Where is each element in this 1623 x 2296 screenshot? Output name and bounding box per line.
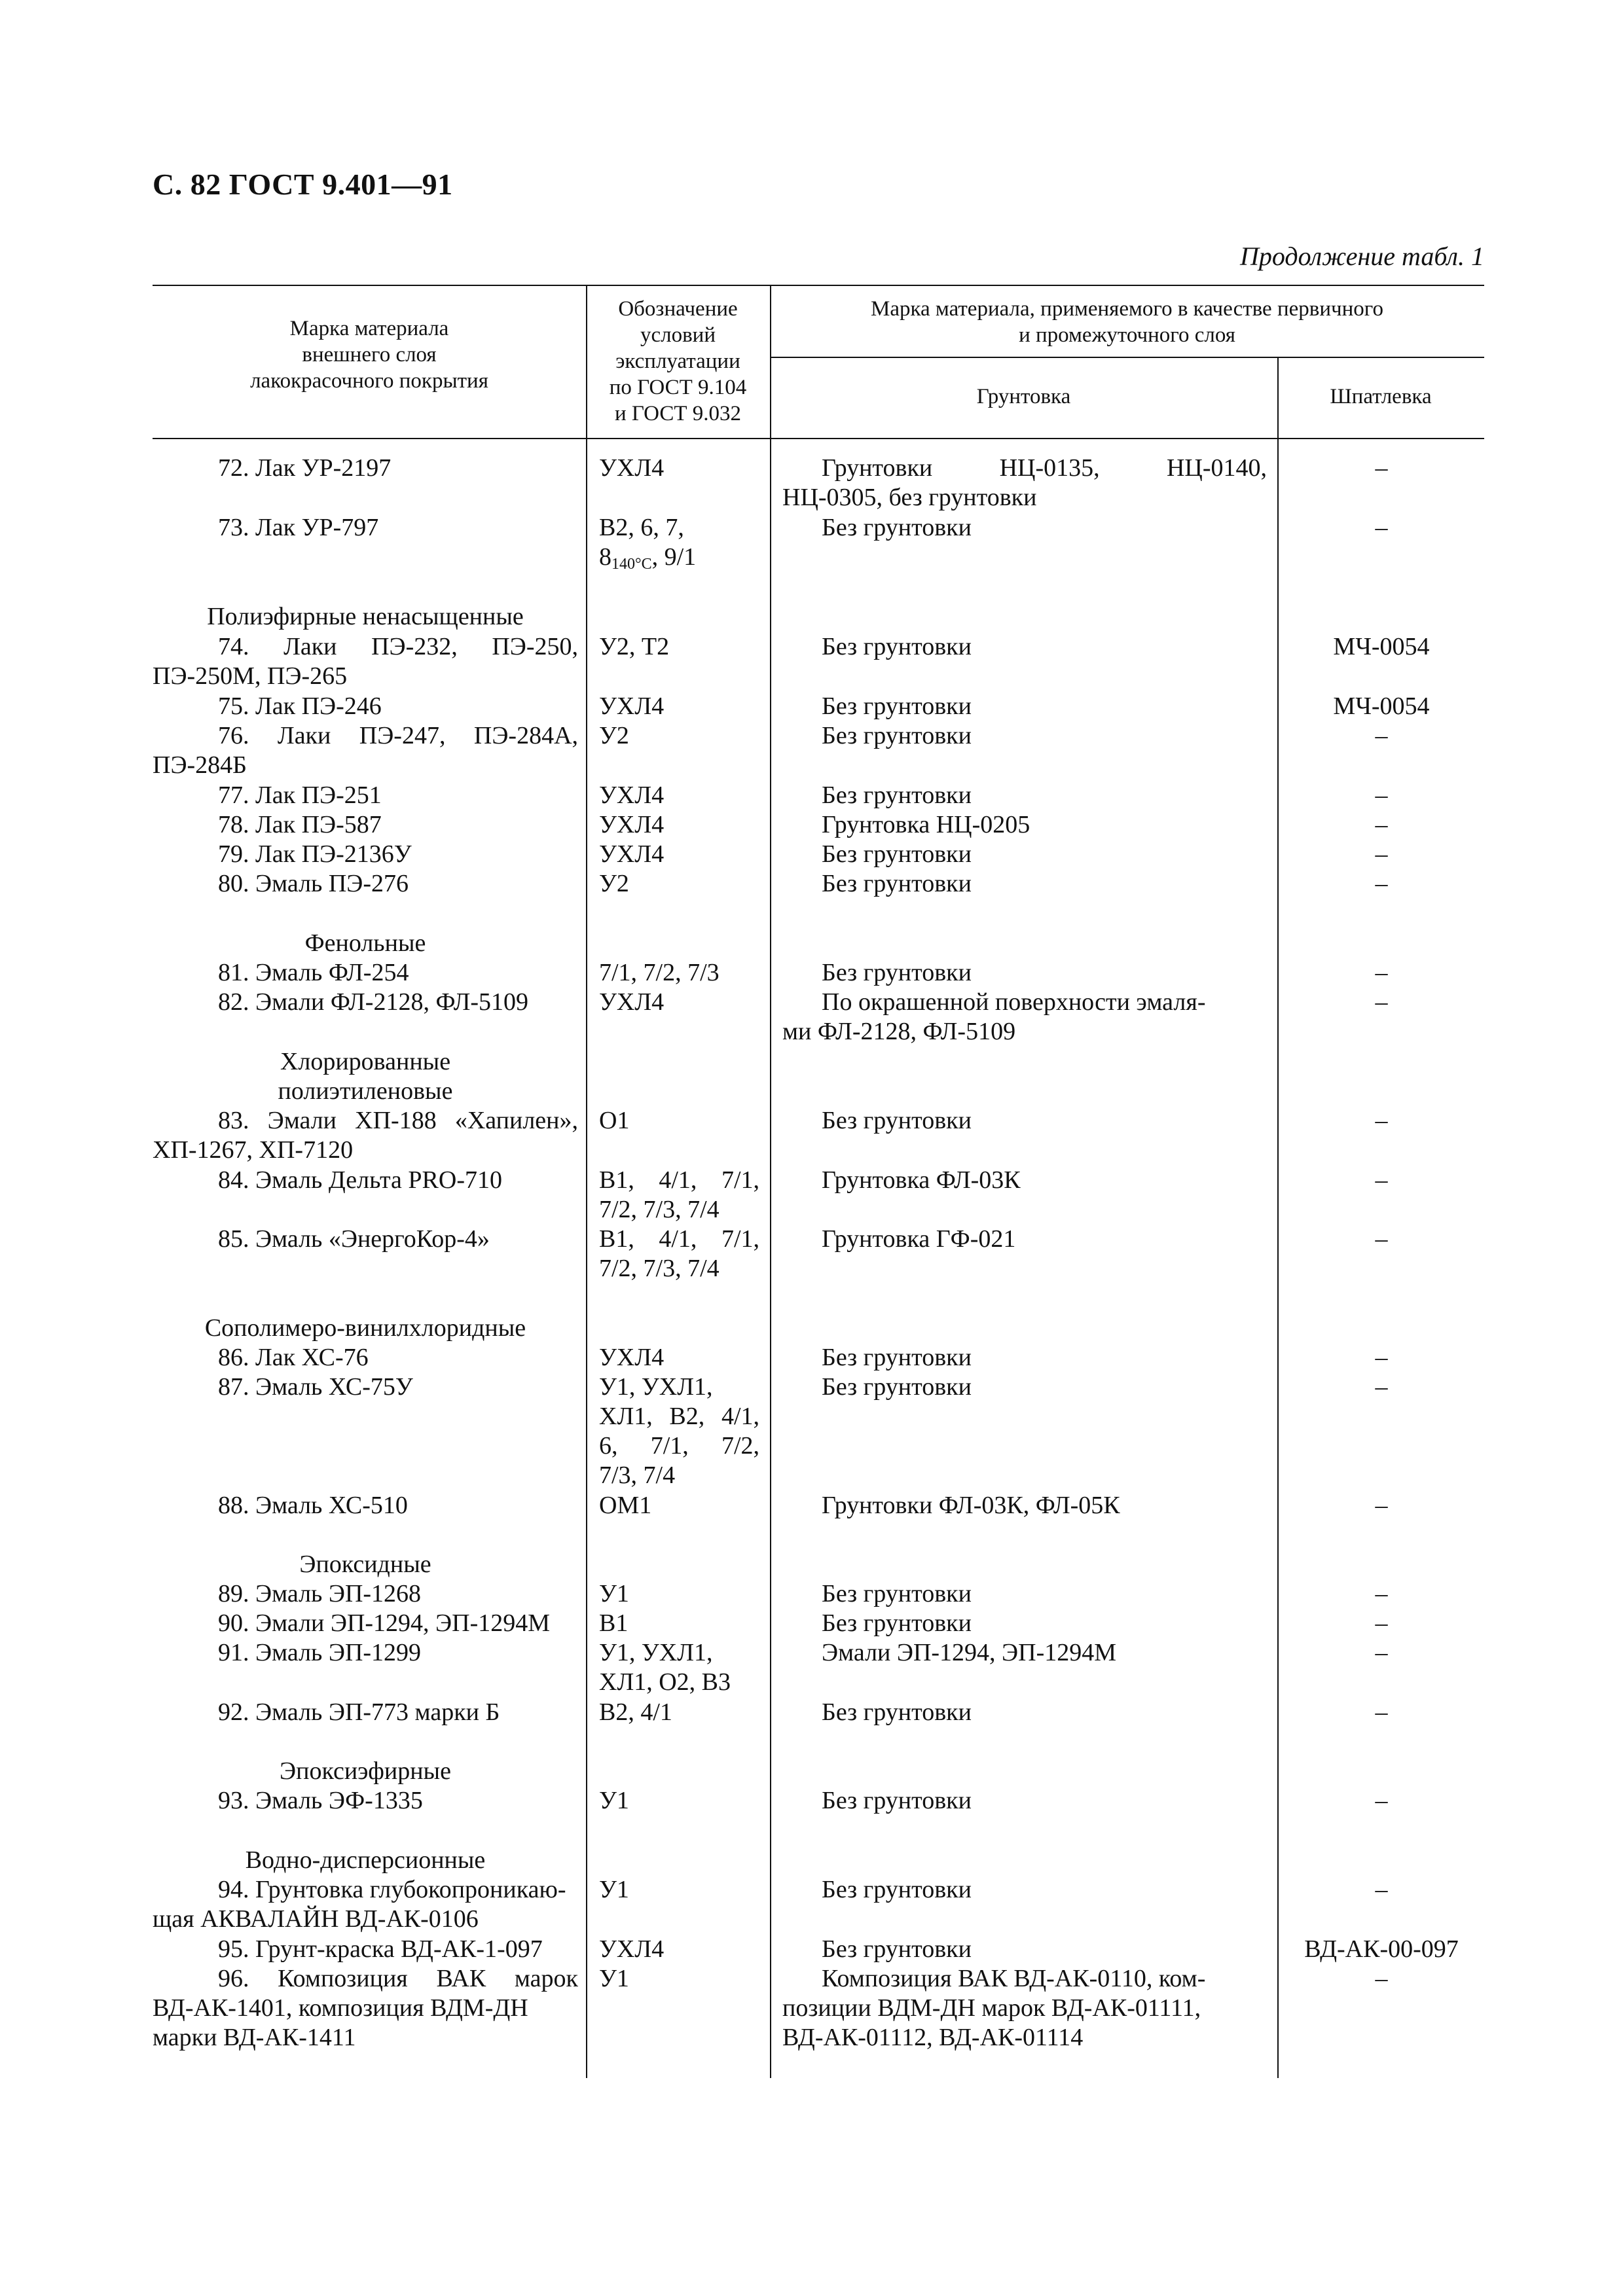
primer-cell: Без грунтовки	[822, 870, 972, 897]
material-cell: 72. Лак УР-2197	[218, 454, 392, 482]
material-cell: 91. Эмаль ЭП-1299	[218, 1639, 422, 1666]
putty-cell: –	[1375, 1580, 1388, 1607]
condition-cell: ОМ1	[599, 1492, 652, 1519]
primer-cell: Грунтовка ГФ-021	[822, 1225, 1016, 1253]
material-cell: 84. Эмаль Дельта PRO-710	[218, 1166, 502, 1194]
putty-cell: –	[1375, 1787, 1388, 1814]
condition-cell: У1	[599, 1580, 629, 1607]
condition-cell: 7/1, 7/2, 7/3	[599, 959, 720, 986]
condition-cell: У1	[599, 1965, 629, 1992]
putty-cell: –	[1375, 959, 1388, 986]
material-cell: 83. Эмали ХП-188 «Хапилен», ХП-1267, ХП-7120	[153, 1107, 578, 1164]
primer-cell: Без грунтовки	[822, 514, 972, 541]
material-cell: 80. Эмаль ПЭ-276	[218, 870, 409, 897]
putty-cell: –	[1375, 514, 1388, 541]
condition-cell: У1, УХЛ1, ХЛ1, О2, В3	[599, 1639, 731, 1696]
putty-cell: –	[1375, 1344, 1388, 1371]
condition-cell: В1	[599, 1609, 629, 1637]
condition-cell: У2	[599, 722, 629, 749]
condition-cell: УХЛ4	[599, 811, 665, 838]
putty-cell: –	[1375, 1225, 1388, 1253]
table-continuation-note: Продолжение табл. 1	[1239, 242, 1484, 271]
primer-cell: Без грунтовки	[822, 781, 972, 809]
header-putty: Шпатлевка	[1330, 385, 1432, 408]
putty-cell: –	[1375, 454, 1388, 482]
primer-cell: Без грунтовки	[822, 1344, 972, 1371]
header-bottom-rule	[153, 438, 1484, 439]
putty-cell: –	[1375, 722, 1388, 749]
putty-cell: –	[1375, 1698, 1388, 1726]
primer-cell: Грунтовки НЦ-0135, НЦ-0140, НЦ-0305, без грунтовки	[782, 454, 1267, 511]
material-cell: 94. Грунтовка глубокопроникаю- щая АКВАЛАЙН ВД-АК-0106	[153, 1876, 566, 1933]
primer-cell: Без грунтовки	[822, 1935, 972, 1963]
header-primer: Грунтовка	[976, 385, 1071, 408]
material-cell: 82. Эмали ФЛ-2128, ФЛ-5109	[218, 988, 529, 1016]
material-cell: 92. Эмаль ЭП-773 марки Б	[218, 1698, 500, 1726]
putty-cell: ВД-АК-00-097	[1304, 1935, 1459, 1963]
primer-cell: Без грунтовки	[822, 959, 972, 986]
material-cell: 95. Грунт-краска ВД-АК-1-097	[218, 1935, 543, 1963]
material-cell: 79. Лак ПЭ-2136У	[218, 840, 412, 868]
primer-cell: Без грунтовки	[822, 1876, 972, 1903]
header-conditions: Обозначение условий эксплуатации по ГОСТ 9.104 и ГОСТ 9.032	[609, 297, 747, 425]
material-cell: 81. Эмаль ФЛ-254	[218, 959, 409, 986]
primer-cell: Без грунтовки	[822, 1580, 972, 1607]
table-top-rule	[153, 285, 1484, 286]
condition-cell: У2, Т2	[599, 633, 670, 660]
primer-cell: Эмали ЭП-1294, ЭП-1294М	[822, 1639, 1117, 1666]
material-cell: 85. Эмаль «ЭнергоКор-4»	[218, 1225, 490, 1253]
material-cell: 78. Лак ПЭ-587	[218, 811, 382, 838]
page-header: С. 82 ГОСТ 9.401—91	[153, 168, 453, 201]
primer-cell: Грунтовка ФЛ-03К	[822, 1166, 1021, 1194]
condition-cell: УХЛ4	[599, 840, 665, 868]
condition-cell: У1	[599, 1787, 629, 1814]
column-divider-2	[770, 285, 771, 2078]
primer-cell: Без грунтовки	[822, 1787, 972, 1814]
material-cell: 74. Лаки ПЭ-232, ПЭ-250, ПЭ-250М, ПЭ-265	[153, 633, 578, 690]
putty-cell: –	[1375, 870, 1388, 897]
putty-cell: –	[1375, 811, 1388, 838]
primer-cell: Композиция ВАК ВД-АК-0110, ком- позиции ВДМ-ДН марок ВД-АК-01111, ВД-АК-01112, ВД-АК-01114	[782, 1965, 1206, 2051]
condition-cell: УХЛ4	[599, 988, 665, 1016]
material-cell: 96. Композиция ВАК марок ВД-АК-1401, композиция ВДМ-ДН марки ВД-АК-1411	[153, 1965, 578, 2051]
putty-cell: –	[1375, 1965, 1388, 1992]
putty-cell: МЧ-0054	[1333, 692, 1430, 720]
primer-cell: Без грунтовки	[822, 722, 972, 749]
material-cell: 93. Эмаль ЭФ-1335	[218, 1787, 423, 1814]
material-cell: 77. Лак ПЭ-251	[218, 781, 382, 809]
putty-cell: –	[1375, 1166, 1388, 1194]
primer-cell: Без грунтовки	[822, 1107, 972, 1134]
material-cell: 88. Эмаль ХС-510	[218, 1492, 408, 1519]
condition-cell: В1, 4/1, 7/1, 7/2, 7/3, 7/4	[599, 1225, 760, 1282]
column-divider-3	[1277, 357, 1279, 2078]
primer-cell: Без грунтовки	[822, 1609, 972, 1637]
material-cell: 87. Эмаль ХС-75У	[218, 1373, 413, 1401]
subheader-rule	[770, 357, 1484, 358]
condition-cell: УХЛ4	[599, 454, 665, 482]
primer-cell: Грунтовки ФЛ-03К, ФЛ-05К	[822, 1492, 1120, 1519]
primer-cell: Без грунтовки	[822, 692, 972, 720]
condition-cell: В2, 4/1	[599, 1698, 672, 1726]
material-cell: 86. Лак ХС-76	[218, 1344, 369, 1371]
material-cell: 75. Лак ПЭ-246	[218, 692, 382, 720]
condition-cell: УХЛ4	[599, 692, 665, 720]
putty-cell: –	[1375, 1373, 1388, 1401]
material-cell: 76. Лаки ПЭ-247, ПЭ-284А, ПЭ-284Б	[153, 722, 579, 779]
condition-cell: В1, 4/1, 7/1, 7/2, 7/3, 7/4	[599, 1166, 760, 1223]
condition-cell: В2, 6, 7, $8_{140^\circ С}$, 9/1	[599, 514, 697, 573]
putty-cell: –	[1375, 1609, 1388, 1637]
condition-cell: УХЛ4	[599, 1935, 665, 1963]
primer-cell: Грунтовка НЦ-0205	[822, 811, 1030, 838]
putty-cell: –	[1375, 1107, 1388, 1134]
primer-cell: Без грунтовки	[822, 1698, 972, 1726]
condition-cell: У2	[599, 870, 629, 897]
condition-cell: О1	[599, 1107, 630, 1134]
putty-cell: –	[1375, 1639, 1388, 1666]
material-cell: 73. Лак УР-797	[218, 514, 379, 541]
condition-cell: УХЛ4	[599, 781, 665, 809]
primer-cell: Без грунтовки	[822, 840, 972, 868]
header-material-outer: Марка материала внешнего слоя лакокрасочного покрытия	[250, 317, 488, 393]
material-cell: 90. Эмали ЭП-1294, ЭП-1294М	[218, 1609, 551, 1637]
condition-cell: У1, УХЛ1, ХЛ1, В2, 4/1, 6, 7/1, 7/2, 7/3, 7/4	[599, 1373, 760, 1489]
primer-cell: По окрашенной поверхности эмаля- ми ФЛ-2128, ФЛ-5109	[782, 988, 1206, 1045]
primer-cell: Без грунтовки	[822, 633, 972, 660]
putty-cell: –	[1375, 988, 1388, 1016]
condition-cell: У1	[599, 1876, 629, 1903]
material-cell: 89. Эмаль ЭП-1268	[218, 1580, 422, 1607]
putty-cell: –	[1375, 1876, 1388, 1903]
header-primary-layer: Марка материала, применяемого в качестве первичного и промежуточного слоя	[871, 297, 1383, 347]
putty-cell: МЧ-0054	[1333, 633, 1430, 660]
putty-cell: –	[1375, 840, 1388, 868]
primer-cell: Без грунтовки	[822, 1373, 972, 1401]
putty-cell: –	[1375, 781, 1388, 809]
putty-cell: –	[1375, 1492, 1388, 1519]
condition-cell: УХЛ4	[599, 1344, 665, 1371]
